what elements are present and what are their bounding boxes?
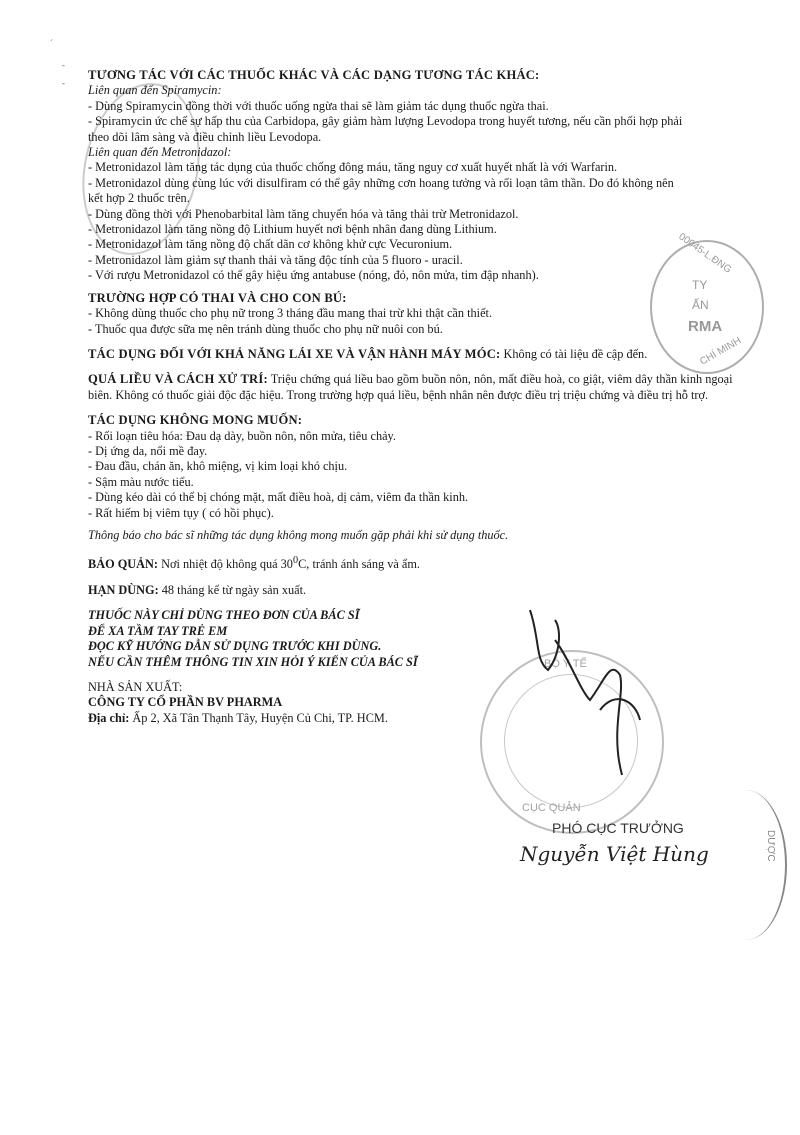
spacer: [88, 403, 758, 413]
warning-line: ĐỌC KỸ HƯỚNG DẪN SỬ DỤNG TRƯỚC KHI DÙNG.: [88, 639, 382, 654]
side-effect-item: - Sậm màu nước tiểu.: [88, 474, 194, 489]
spacer: [88, 573, 758, 583]
driving-section: [88, 347, 758, 362]
expiry-section: [88, 583, 758, 598]
stamp-number: 00045-L.ĐNG: [676, 231, 734, 276]
seal-top-text: BỘ Y TẾ: [544, 658, 587, 670]
interactions-section: [88, 68, 758, 284]
overdose-section: [88, 372, 758, 403]
side-effect-item: - Đau đầu, chán ăn, khô miệng, vị kim loại khó chịu.: [88, 459, 348, 474]
driving-text: Không có tài liệu đề cập đến.: [500, 346, 648, 361]
metronidazol-line: - Metronidazol làm tăng nồng độ Lithium huyết nơi bệnh nhân đang dùng Lithium.: [88, 222, 497, 237]
metronidazol-line: - Dùng đồng thời với Phenobarbital làm tăng chuyển hóa và tăng thải trừ Metronidazol.: [88, 206, 519, 221]
metronidazol-line: - Với rượu Metronidazol có thể gây hiệu ứng antabuse (nóng, đỏ, nôn mửa, tim đập nhanh).: [88, 268, 539, 283]
expiry-label: HẠN DÙNG:: [88, 582, 159, 597]
spiramycin-subheading: Liên quan đến Spiramycin:: [88, 83, 222, 98]
metronidazol-line: kết hợp 2 thuốc trên.: [88, 191, 190, 206]
pregnancy-line: - Không dùng thuốc cho phụ nữ trong 3 tháng đầu mang thai trừ khi thật cần thiết.: [88, 306, 493, 321]
spacer: [88, 543, 758, 553]
spiramycin-line: - Spiramycin ức chế sự hấp thu của Carbidopa, gây giảm hàm lượng Levodopa trong huyết tương, nếu cần phối hợp phải: [88, 114, 683, 129]
storage-superscript: 0: [292, 555, 299, 567]
side-effects-notice: Thông báo cho bác sĩ những tác dụng không mong muốn gặp phải khi sử dụng thuốc.: [88, 527, 509, 542]
pregnancy-section: [88, 291, 758, 337]
side-effects-section: [88, 413, 758, 543]
side-effect-item: - Dị ứng da, nổi mề đay.: [88, 443, 208, 458]
metronidazol-line: - Metronidazol làm giảm sự thanh thải và tăng độc tính của 5 fluoro - uracil.: [88, 252, 463, 267]
warning-line: NẾU CẦN THÊM THÔNG TIN XIN HỎI Ý KIẾN CỦA BÁC SĨ: [88, 654, 418, 669]
warning-line: ĐỂ XA TẦM TAY TRẺ EM: [88, 623, 228, 638]
storage-text-before: Nơi nhiệt độ không quá 30: [158, 557, 293, 572]
expiry-text: 48 tháng kể từ ngày sản xuất.: [158, 582, 307, 597]
manufacturer-company: CÔNG TY CỔ PHẦN BV PHARMA: [88, 695, 283, 710]
stamp-an: ẤN: [692, 298, 709, 312]
pregnancy-heading: TRƯỜNG HỢP CÓ THAI VÀ CHO CON BÚ:: [88, 290, 347, 305]
metronidazol-line: - Metronidazol dùng cùng lúc với disulfiram có thể gây những cơn hoang tưởng và rối loạn tâm thần. Do đó không nên: [88, 175, 674, 190]
pregnancy-line: - Thuốc qua được sữa mẹ nên tránh dùng thuốc cho phụ nữ nuôi con bú.: [88, 321, 443, 336]
metronidazol-subheading: Liên quan đến Metronidazol:: [88, 145, 232, 160]
spacer: [88, 284, 758, 291]
arc-text: DƯỢC: [765, 830, 776, 862]
address-text: Ấp 2, Xã Tân Thạnh Tây, Huyện Củ Chi, TP. HCM.: [129, 710, 388, 725]
overdose-heading: QUÁ LIỀU VÀ CÁCH XỬ TRÍ:: [88, 372, 268, 387]
metronidazol-line: - Metronidazol làm tăng tác dụng của thuốc chống đông máu, tăng nguy cơ xuất huyết nhất là với Warfarin.: [88, 160, 618, 175]
driving-heading: TÁC DỤNG ĐỐI VỚI KHẢ NĂNG LÁI XE VÀ VẬN HÀNH MÁY MÓC:: [88, 346, 501, 361]
document-body: [88, 68, 758, 726]
arc-stamp-right: [705, 790, 787, 940]
storage-label: BẢO QUẢN:: [88, 557, 159, 572]
warnings-section: [88, 608, 758, 670]
metronidazol-line: - Metronidazol làm tăng nồng độ chất dãn cơ không khử cực Vecuronium.: [88, 237, 453, 252]
manufacturer-section: [88, 680, 758, 726]
stamp-rma: RMA: [688, 318, 723, 335]
spacer: [88, 337, 758, 347]
signatory-name: Nguyễn Việt Hùng: [520, 842, 709, 866]
side-effects-heading: TÁC DỤNG KHÔNG MONG MUỐN:: [88, 413, 303, 428]
side-effect-item: - Dùng kéo dài có thể bị chóng mặt, mất điều hoà, dị cảm, viêm đa thần kinh.: [88, 490, 469, 505]
spacer: [88, 521, 758, 528]
seal-bottom-text: CỤC QUẢN: [522, 802, 581, 814]
spiramycin-line: theo dõi lâm sàng và điều chỉnh liều Levodopa.: [88, 129, 322, 144]
overdose-text: Triệu chứng quá liều bao gồm buồn nôn, nôn, mất điều hoà, co giật, viêm dây thần kinh ngoại biên. Không có thuốc giải độc đặc hiệu. Trong trường hợp quá liều, bệnh nhân nên được điều trị triệu chứng và điều trị hỗ trợ.: [88, 372, 733, 402]
address-label: Địa chỉ:: [88, 710, 130, 725]
interactions-heading: TƯƠNG TÁC VỚI CÁC THUỐC KHÁC VÀ CÁC DẠNG TƯƠNG TÁC KHÁC:: [88, 68, 540, 82]
manufacturer-label: NHÀ SẢN XUẤT:: [88, 679, 183, 694]
manufacturer-address: [88, 711, 758, 726]
spacer: [88, 362, 758, 372]
warning-line: THUỐC NÀY CHỈ DÙNG THEO ĐƠN CỦA BÁC SĨ: [88, 608, 360, 623]
stamp-ty: TY: [692, 278, 708, 292]
side-effect-item: - Rất hiếm bị viêm tụy ( có hồi phục).: [88, 505, 274, 520]
spiramycin-line: - Dùng Spiramycin đồng thời với thuốc uống ngừa thai sẽ làm giảm tác dụng thuốc ngừa thai.: [88, 98, 549, 113]
stamp-chi-minh: CHÍ MINH: [698, 335, 744, 368]
side-effect-item: - Rối loạn tiêu hóa: Đau dạ dày, buồn nôn, nôn mửa, tiêu chảy.: [88, 428, 396, 443]
signatory-title: PHÓ CỤC TRƯỞNG: [552, 820, 684, 836]
storage-text-after: C, tránh ánh sáng và ẩm.: [298, 557, 421, 572]
storage-section: [88, 553, 758, 573]
spacer: [88, 598, 758, 608]
